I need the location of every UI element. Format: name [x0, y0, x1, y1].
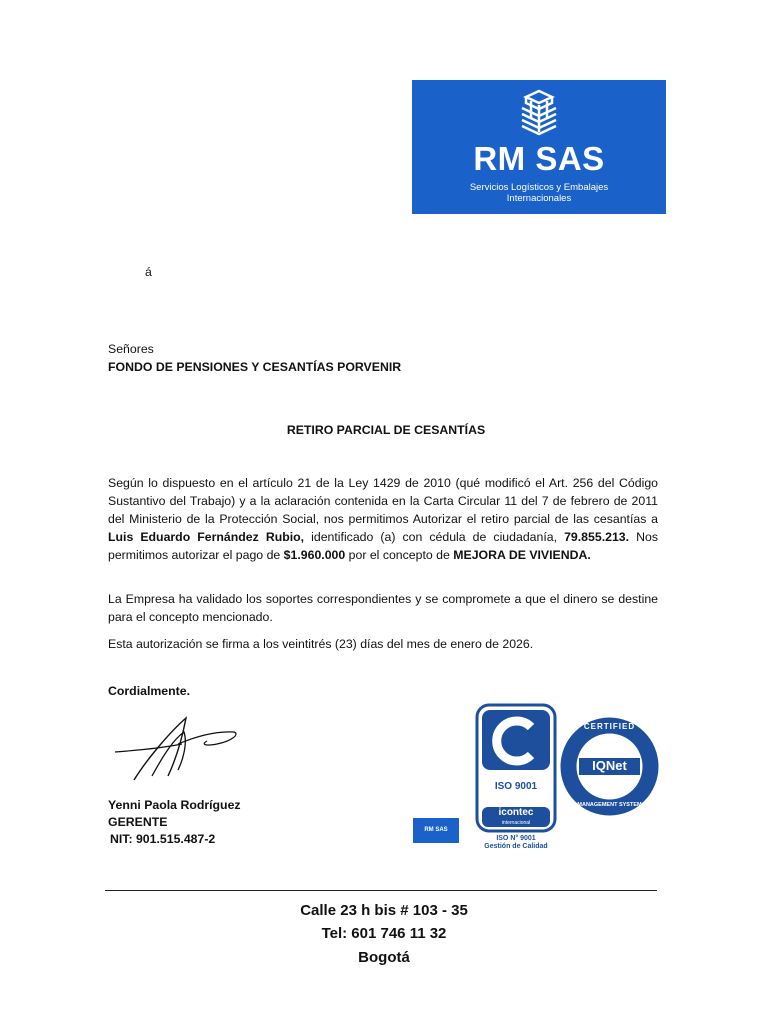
stray-character: á	[145, 265, 152, 279]
payment-amount: $1.960.000	[283, 548, 346, 562]
icontec-sub: internacional	[501, 820, 531, 826]
payment-concept: MEJORA DE VIVIENDA.	[453, 548, 591, 562]
iso-footer: ISO N° 9001 Gestión de Calidad	[484, 835, 548, 850]
logo-name: RM SAS	[473, 140, 605, 177]
icontec-iso-seal	[475, 703, 557, 853]
body-paragraph-2: La Empresa ha validado los soportes correspondientes y se compromete a que el dinero se destine para el concepto mencionado.	[108, 592, 658, 624]
footer-address: Calle 23 h bis # 103 - 35	[300, 902, 468, 919]
iqnet-bottom-text: MANAGEMENT SYSTEM	[577, 802, 642, 808]
iso-label: ISO 9001	[494, 781, 538, 792]
subject-title: RETIRO PARCIAL DE CESANTÍAS	[286, 423, 486, 437]
body-paragraph-3: Esta autorización se firma a los veintitrés (23) días del mes de enero de 2026.	[108, 637, 534, 651]
employee-name: Luis Eduardo Fernández Rubio,	[108, 530, 305, 544]
footer-city: Bogotá	[358, 949, 410, 966]
iqnet-top-text: CERTIFIED	[583, 722, 636, 731]
icontec-label: icontec	[498, 807, 534, 818]
boxes-stack-icon	[514, 88, 564, 140]
iqnet-name: IQNet	[592, 758, 627, 773]
signer-title: GERENTE	[108, 815, 168, 829]
handwritten-signature	[112, 714, 242, 784]
closing: Cordialmente.	[108, 684, 190, 698]
salutation: Señores	[108, 342, 154, 356]
body-paragraph-1: Según lo dispuesto en el artículo 21 de la Ley 1429 de 2010 (qué modificó el Art. 256 del Código Sustantivo del Trabajo) y a la aclaración contenida en la Carta Circular 11 del 7 de febrero de 2011 del Ministerio de la Protección Social, nos permitimos Autorizar el retiro parcial de las cesantías a Luis Eduardo Fernández Rubio, identificado (a) con cédula de ciudadanía, 79.855.213. Nos permitimos autorizar el pago de $1.960.000 por el concepto de MEJORA DE VIVIENDA.	[108, 476, 658, 562]
small-company-logo: RM SAS	[413, 818, 459, 843]
logo-subtitle: Servicios Logísticos y Embalajes Internacionales	[469, 182, 609, 204]
recipient-organization: FONDO DE PENSIONES Y CESANTÍAS PORVENIR	[108, 360, 402, 374]
footer-phone: Tel: 601 746 11 32	[321, 925, 447, 942]
iqnet-seal	[559, 716, 660, 817]
company-logo	[412, 80, 666, 214]
signer-name: Yenni Paola Rodríguez	[108, 798, 241, 812]
employee-id: 79.855.213.	[564, 530, 630, 544]
footer-divider	[105, 890, 657, 891]
signer-nit: NIT: 901.515.487-2	[110, 832, 216, 846]
